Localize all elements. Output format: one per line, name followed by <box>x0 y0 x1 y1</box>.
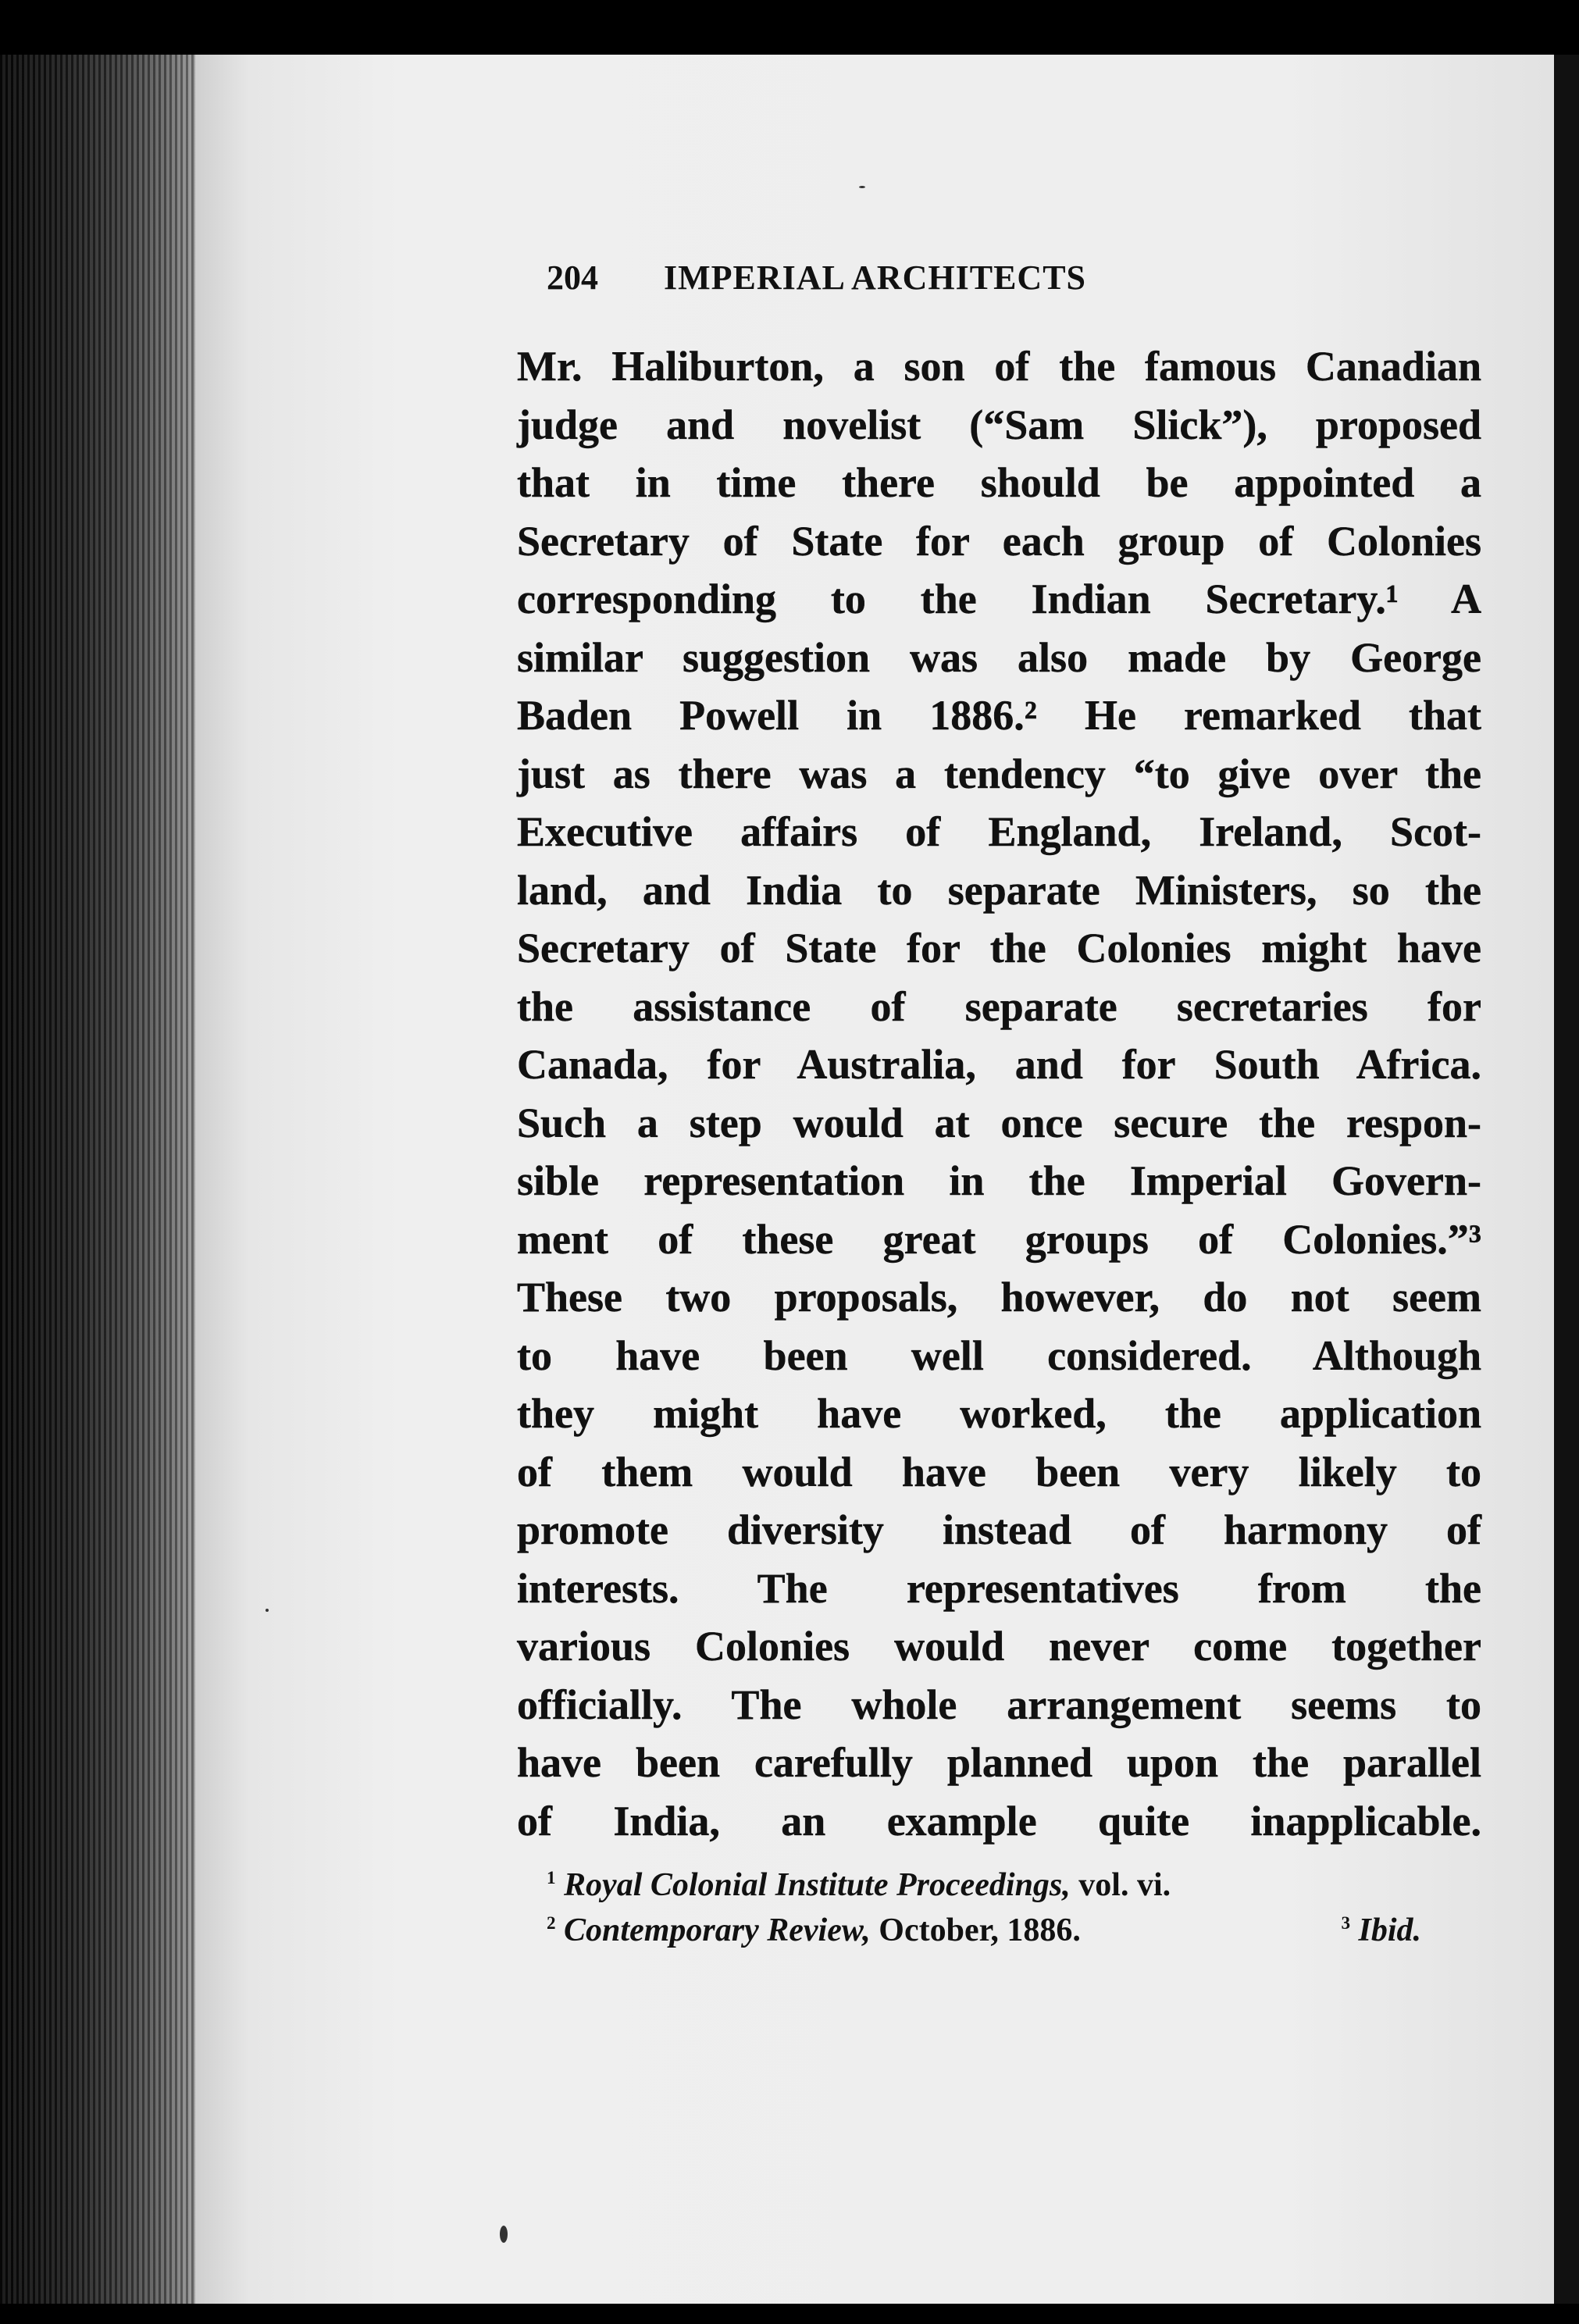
scan-right-border <box>1554 55 1579 2304</box>
text-line: Mr. Haliburton, a son of the famous Canadian <box>517 343 1481 390</box>
text-line: that in time there should be appointed a <box>517 459 1481 506</box>
text-line: These two proposals, however, do not seem <box>517 1274 1481 1321</box>
text-line: Such a step would at once secure the respon- <box>517 1099 1481 1146</box>
footnote-3 <box>1341 1908 1421 1953</box>
page-number: 204 <box>547 258 598 297</box>
footnote-source: Royal Colonial Institute Proceedings, <box>564 1867 1071 1903</box>
footnote-1 <box>547 1862 1421 1908</box>
text-line: corresponding to the Indian Secretary.¹ A <box>517 576 1481 622</box>
text-line: Baden Powell in 1886.² He remarked that <box>517 692 1481 739</box>
text-line: promote diversity instead of harmony of <box>517 1506 1481 1553</box>
text-line: just as there was a tendency “to give over the <box>517 750 1481 797</box>
text-line: Executive affairs of England, Ireland, Scot- <box>517 808 1481 855</box>
footnote-source: Ibid. <box>1358 1912 1421 1948</box>
text-line: interests. The representatives from the <box>517 1564 1481 1612</box>
text-line: Canada, for Australia, and for South Africa. <box>517 1041 1481 1088</box>
text-line: Secretary of State for the Colonies might have <box>517 925 1481 971</box>
footnote-marker: 1 <box>547 1867 556 1887</box>
book-page-edges-texture <box>0 55 195 2304</box>
text-line: Secretary of State for each group of Colonies <box>517 517 1481 565</box>
scan-speck <box>500 2226 508 2243</box>
footnote-source: Contemporary Review, <box>564 1912 871 1948</box>
text-line: have been carefully planned upon the parallel <box>517 1739 1481 1786</box>
text-line: judge and novelist (“Sam Slick”), proposed <box>517 401 1481 448</box>
footnote-marker: 2 <box>547 1912 556 1933</box>
body-text <box>517 337 1481 1850</box>
footnote-marker: 3 <box>1341 1912 1350 1933</box>
footnotes <box>547 1862 1421 1953</box>
text-line: various Colonies would never come together <box>517 1623 1481 1670</box>
text-line: land, and India to separate Ministers, so the <box>517 866 1481 914</box>
text-line: of India, an example quite inapplicable. <box>517 1797 1481 1845</box>
footnote-2 <box>547 1908 1421 1953</box>
running-title: IMPERIAL ARCHITECTS <box>664 258 1087 297</box>
text-line: similar suggestion was also made by George <box>517 633 1481 681</box>
scan-speck <box>266 1609 269 1612</box>
scan-speck <box>859 186 865 188</box>
text-line: the assistance of separate secretaries for <box>517 982 1481 1030</box>
text-line: ment of these great groups of Colonies.”³ <box>517 1215 1481 1263</box>
text-line: officially. The whole arrangement seems to <box>517 1681 1481 1728</box>
text-line: sible representation in the Imperial Govern- <box>517 1157 1481 1204</box>
footnote-detail: October, 1886. <box>870 1912 1081 1948</box>
footnote-detail: vol. vi. <box>1070 1867 1171 1903</box>
text-line: to have been well considered. Although <box>517 1331 1481 1379</box>
text-line: they might have worked, the application <box>517 1390 1481 1437</box>
text-line: of them would have been very likely to <box>517 1448 1481 1495</box>
page-header <box>547 258 1273 305</box>
